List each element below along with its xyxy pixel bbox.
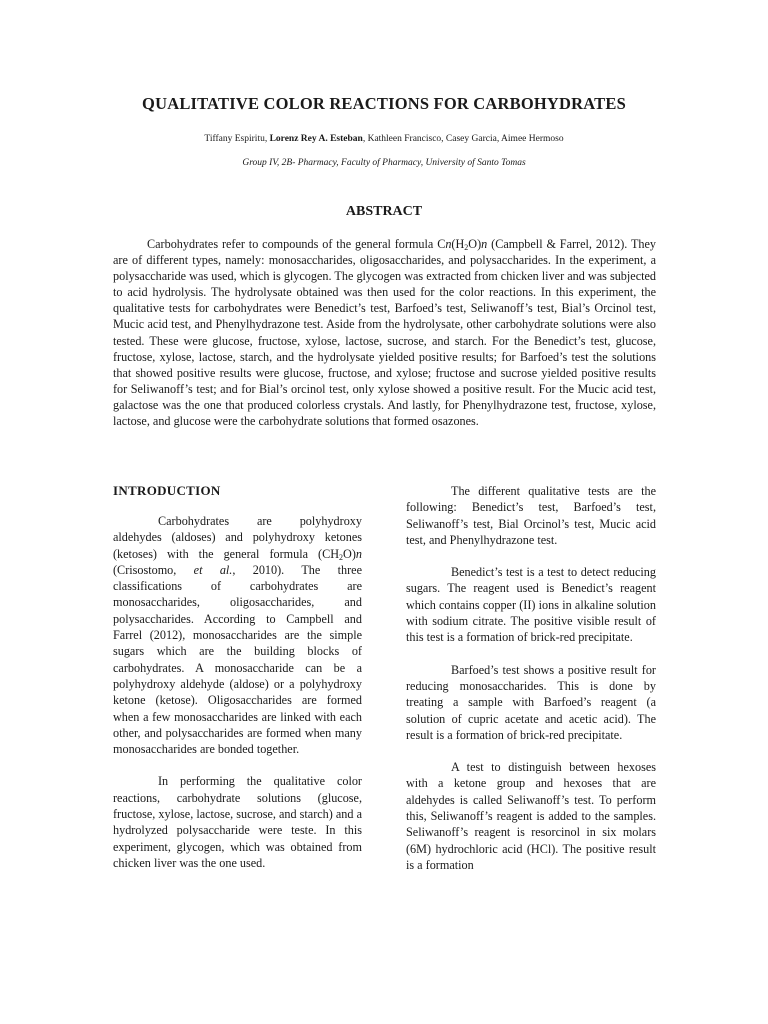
formula-subscript: 2 bbox=[339, 552, 344, 562]
abstract-heading: ABSTRACT bbox=[345, 204, 423, 219]
et-al: et al. bbox=[193, 562, 233, 577]
intro-paragraph-1 bbox=[113, 513, 362, 757]
abstract-part: (H bbox=[451, 237, 465, 251]
formula-n: n bbox=[445, 237, 452, 251]
tests-overview-paragraph: The different qualitative tests are the following: Benedict’s test, Barfoed’s test, Seliwanoff’s test, Bial Orcinol’s test, Mucic acid test, and Phenylhydrazone test. bbox=[406, 484, 656, 547]
paper-title: QUALITATIVE COLOR REACTIONS FOR CARBOHYDRATES bbox=[142, 94, 626, 113]
author-bold: Lorenz Rey A. Esteban bbox=[269, 134, 363, 144]
formula-subscript: 2 bbox=[464, 243, 469, 252]
text-part: Carbohydrates are polyhydroxy aldehydes (aldoses) and polyhydroxy ketones (ketoses) with the general formula (CH bbox=[113, 514, 362, 561]
text-part: O) bbox=[343, 546, 356, 561]
author-list bbox=[0, 134, 768, 144]
formula-n: n bbox=[481, 237, 488, 251]
abstract-text bbox=[113, 236, 656, 429]
text-part: (Crisostomo, bbox=[113, 562, 194, 577]
right-column bbox=[406, 483, 656, 873]
authors-after: , Kathleen Francisco, Casey Garcia, Aimee Hermoso bbox=[362, 134, 564, 144]
left-column bbox=[113, 483, 362, 871]
abstract-part: O) bbox=[468, 237, 482, 251]
benedict-paragraph: Benedict’s test is a test to detect reducing sugars. The reagent used is Benedict’s reagent which contains copper (II) ions in alkaline solution with sodium citrate. The positive visible result of this test is a formation of brick-red precipitate. bbox=[406, 565, 656, 645]
affiliation: Group IV, 2B- Pharmacy, Faculty of Pharmacy, University of Santo Tomas bbox=[242, 158, 526, 168]
barfoed-paragraph: Barfoed’s test shows a positive result for reducing monosaccharides. This is done by treating a sample with Barfoed’s reagent (a solution of cupric acetate and acetic acid). The result is a formation of brick-red precipitate. bbox=[406, 662, 656, 742]
authors-before: Tiffany Espiritu, bbox=[204, 134, 270, 144]
abstract-part: (Campbell & Farrel, 2012). They are of different types, namely: monosaccharides, oligosaccharides, and polysaccharides. In the experiment, a polysaccharide was used, which is glycogen. The glycogen was extracted from chicken liver and was subjected to acid hydrolysis. The hydrolysate obtained was then used for the color reactions. In this experiment, the qualitative tests for carbohydrates were Benedict’s test, Barfoed’s test, Seliwanoff’s test, Bial’s Orcinol test, Mucic acid test, and Phenylhydrazone test. Aside from the hydrolysate, other carbohydrate solutions were also tested. These were glucose, fructose, xylose, lactose, sucrose, and starch. For the Benedict’s test, glucose, fructose, xylose, lactose, starch, and the hydrolysate yielded positive results; for Barfoed’s test the solutions that showed positive results were glucose, fructose, and xylose; fructose and sucrose yielded positive results for Seliwanoff’s test; and for Bial’s orcinol test, only xylose showed a positive result. For the Mucic acid test, galactose was the one that produced colorless crystals. And lastly, for Phenylhydrazone test, fructose, xylose, lactose, and glucose were the carbohydrate solutions that formed osazones. bbox=[113, 237, 656, 429]
introduction-heading: INTRODUCTION bbox=[113, 483, 221, 498]
seliwanoff-paragraph: A test to distinguish between hexoses with a ketone group and hexoses that are aldehydes is called Seliwanoff’s test. To perform this, Seliwanoff’s reagent is added to the samples. Seliwanoff’s reagent is resorcinol in six molars (6M) hydrochloric acid (HCl). The positive result is a formation bbox=[406, 760, 656, 872]
formula-n: n bbox=[355, 546, 362, 561]
text-part: , 2010). The three classifications of carbohydrates are monosaccharides, oligosaccharides, and polysaccharides. According to Campbell and Farrel (2012), monosaccharides are the simple sugars which are the building blocks of carbohydrates. A monosaccharide can be a polyhydroxy aldehyde (aldose) or a polyhydroxy ketone (ketose). Oligosaccharides are formed when a few monosaccharides are linked with each other, and polysaccharides are formed when many monosaccharides are bonded together. bbox=[113, 562, 362, 757]
intro-paragraph-2: In performing the qualitative color reactions, carbohydrate solutions (glucose, fructose, xylose, lactose, sucrose, and starch) and a hydrolyzed polysaccharide were teste. In this experiment, glycogen, which was obtained from chicken liver was the one used. bbox=[113, 774, 362, 870]
abstract-part: Carbohydrates refer to compounds of the general formula C bbox=[147, 237, 446, 251]
